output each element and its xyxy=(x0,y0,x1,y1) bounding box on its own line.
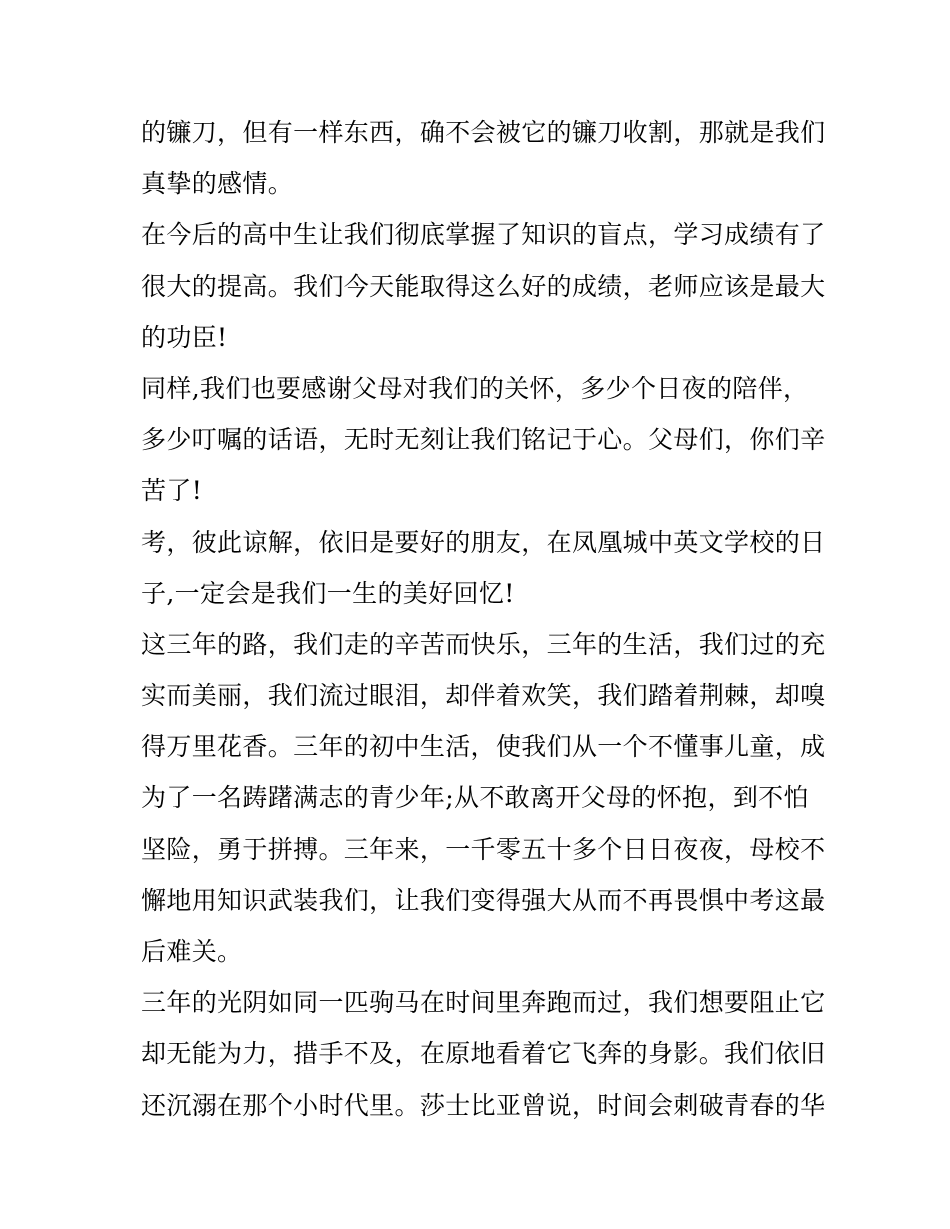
text-line: 却无能为力，措手不及，在原地看着它飞奔的身影。我们依旧 xyxy=(141,1039,826,1069)
text-line: 真挚的感情。 xyxy=(141,169,294,199)
text-line: 后难关。 xyxy=(141,937,243,966)
text-line: 坚险，勇于拼搏。三年来，一千零五十多个日日夜夜，母校不 xyxy=(141,834,826,864)
text-line: 在今后的高中生让我们彻底掌握了知识的盲点，学习成绩有了 xyxy=(141,220,826,250)
text-line: 这三年的路，我们走的辛苦而快乐，三年的生活，我们过的充 xyxy=(141,629,826,659)
text-line: 考，彼此谅解，依旧是要好的朋友，在凤凰城中英文学校的日 xyxy=(141,527,826,557)
document-body xyxy=(141,107,826,1131)
text-line: 的镰刀，但有一样东西，确不会被它的镰刀收割，那就是我们 xyxy=(141,118,826,147)
text-line: 苦了! xyxy=(141,476,203,506)
text-line: 同样,我们也要感谢父母对我们的关怀，多少个日夜的陪伴， xyxy=(141,373,809,403)
text-line: 多少叮嘱的话语，无时无刻让我们铭记于心。父母们，你们辛 xyxy=(141,425,826,455)
text-line: 懈地用知识武装我们，让我们变得强大从而不再畏惧中考这最 xyxy=(141,885,826,915)
text-line: 三年的光阴如同一匹驹马在时间里奔跑而过，我们想要阻止它 xyxy=(141,988,826,1018)
text-line: 子,一定会是我们一生的美好回忆! xyxy=(141,578,515,608)
text-line: 实而美丽，我们流过眼泪，却伴着欢笑，我们踏着荆棘，却嗅 xyxy=(141,681,826,711)
text-line: 为了一名踌躇满志的青少年;从不敢离开父母的怀抱，到不怕 xyxy=(141,783,809,813)
text-line: 的功臣! xyxy=(141,322,228,352)
text-line: 还沉溺在那个小时代里。莎士比亚曾说，时间会刺破青春的华 xyxy=(141,1090,826,1120)
text-line: 很大的提高。我们今天能取得这么好的成绩，老师应该是最大 xyxy=(141,271,826,301)
text-line: 得万里花香。三年的初中生活，使我们从一个不懂事儿童，成 xyxy=(141,732,826,762)
